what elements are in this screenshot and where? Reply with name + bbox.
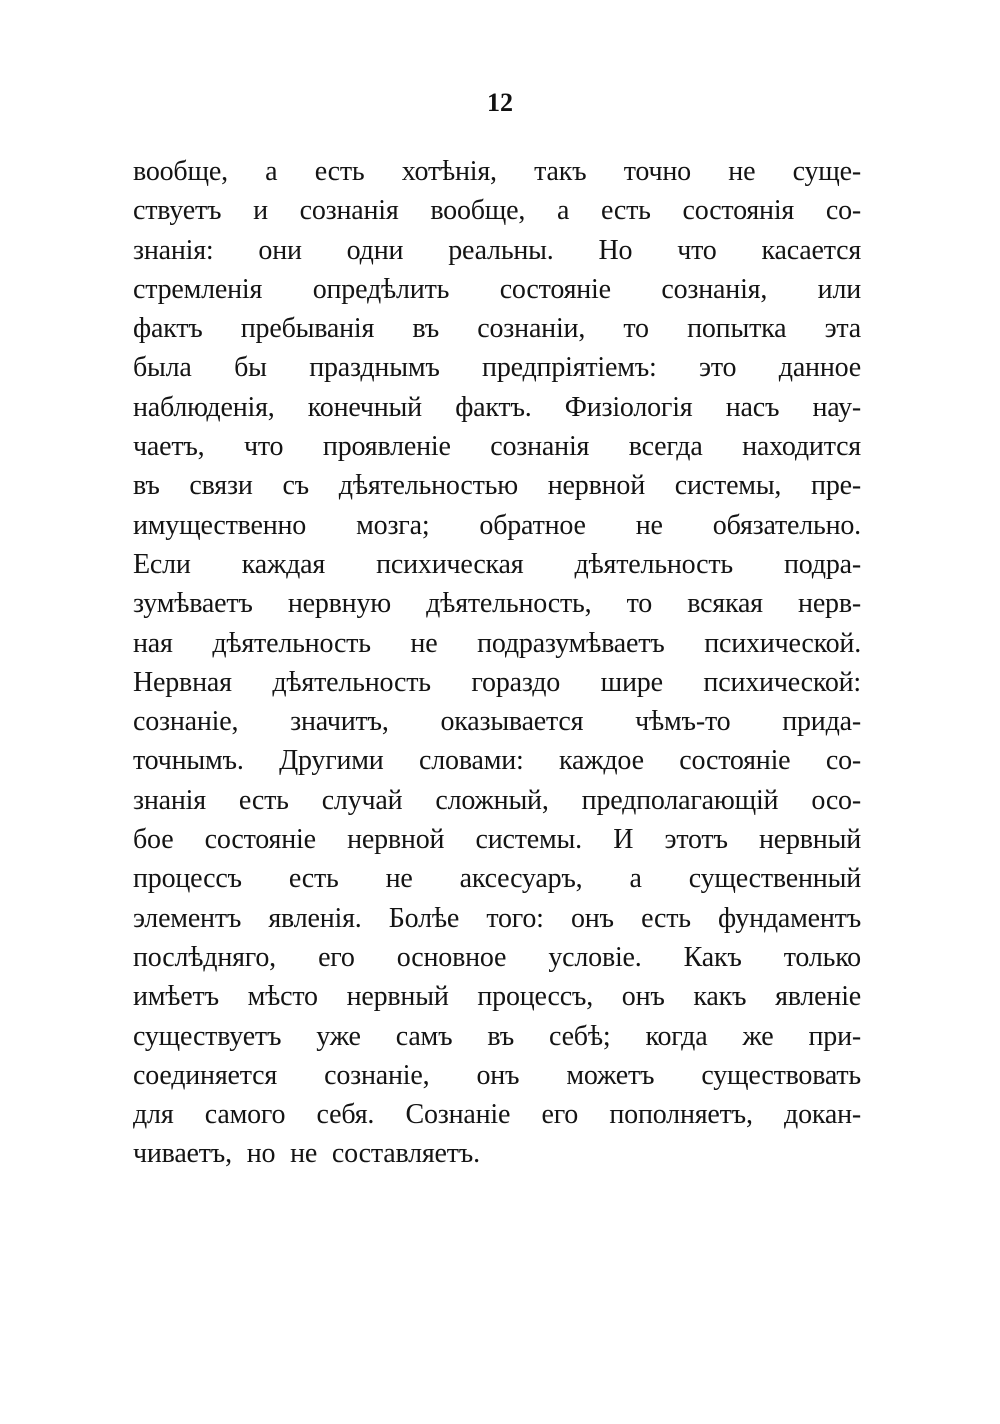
text-line: точнымъ. Другими словами: каждое состояніе со- xyxy=(133,745,861,777)
text-line: знанія: они одни реальны. Но что касается xyxy=(133,234,861,266)
text-line: бое состояніе нервной системы. И этотъ нервный xyxy=(133,824,861,856)
text-line: сознаніе, значитъ, оказывается чѣмъ-то прида- xyxy=(133,706,861,738)
text-line: наблюденія, конечный фактъ. Физіологія насъ нау- xyxy=(133,391,861,423)
text-line: элементъ явленія. Болѣе того: онъ есть фундаментъ xyxy=(133,902,861,934)
text-line: ствуетъ и сознанія вообще, а есть состоянія со- xyxy=(133,195,861,227)
text-line: Нервная дѣятельность гораздо шире психической: xyxy=(133,666,861,698)
text-line: въ связи съ дѣятельностью нервной системы, пре- xyxy=(133,470,861,502)
text-line: чиваетъ, но не составляетъ. xyxy=(133,1138,480,1170)
text-line: соединяется сознаніе, онъ можетъ существовать xyxy=(133,1059,861,1091)
page-number: 12 xyxy=(487,88,513,117)
text-line: имѣетъ мѣсто нервный процессъ, онъ какъ явленіе xyxy=(133,981,861,1013)
text-line: вообще, а есть хотѣнія, такъ точно не суще- xyxy=(133,156,861,187)
text-line: послѣдняго, его основное условіе. Какъ только xyxy=(133,941,861,973)
text-line: процессъ есть не аксесуаръ, а существенный xyxy=(133,863,861,895)
text-line: зумѣваетъ нервную дѣятельность, то всякая нерв- xyxy=(133,588,861,620)
text-line: Если каждая психическая дѣятельность подра- xyxy=(133,548,861,580)
text-line: для самого себя. Сознаніе его пополняетъ, докан- xyxy=(133,1099,861,1131)
text-line: чаетъ, что проявленіе сознанія всегда находится xyxy=(133,431,861,463)
text-line: стремленія опредѣлить состояніе сознанія, или xyxy=(133,273,861,305)
text-line: знанія есть случай сложный, предполагающій осо- xyxy=(133,784,861,816)
text-line: фактъ пребыванія въ сознаніи, то попытка эта xyxy=(133,313,861,345)
text-line: имущественно мозга; обратное не обязательно. xyxy=(133,509,861,541)
text-line: ная дѣятельность не подразумѣваетъ психической. xyxy=(133,627,861,659)
text-line: была бы празднымъ предпріятіемъ: это данное xyxy=(133,352,861,384)
text-body xyxy=(133,152,861,1174)
text-line: существуетъ уже самъ въ себѣ; когда же при- xyxy=(133,1020,861,1052)
